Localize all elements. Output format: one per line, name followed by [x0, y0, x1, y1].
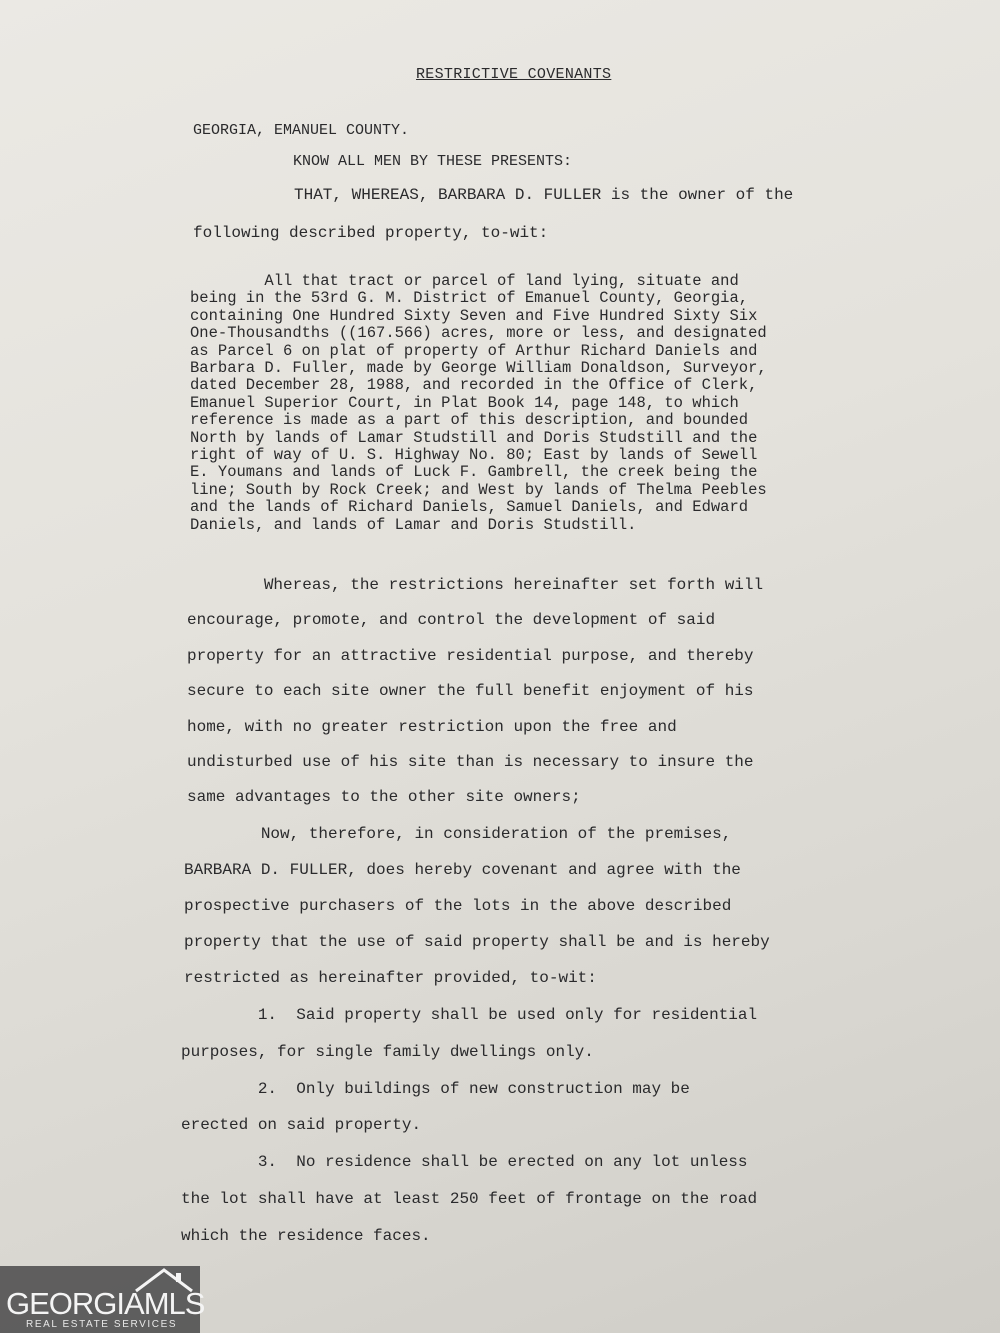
now-therefore-paragraph: Now, therefore, in consideration of the premises, BARBARA D. FULLER, does hereby covenant and agree with the prospective purchasers of the lots in the above described property that the use of said property shall be and is hereby restricted as hereinafter provided, to-wit: [184, 825, 770, 987]
legal-description: All that tract or parcel of land lying, situate and being in the 53rd G. M. District of Emanuel County, Georgia, containing One Hundred Sixty Seven and Five Hundred Sixty Six One-Thousandths ((167.566) acres, more or less, and designated as Parcel 6 on plat of property of Arthur Richard Daniels and Barbara D. Fuller, made by George William Donaldson, Surveyor, dated December 28, 1988, and recorded in the Office of Clerk, Emanuel Superior Court, in Plat Book 14, page 148, to which reference is made as a part of this description, and bounded North by lands of Lamar Studstill and Doris Studstill and the right of way of U. S. Highway No. 80; East by lands of Sewell E. Youmans and lands of Luck F. Gambrell, the creek being the line; South by Rock Creek; and West by lands of Thelma Peebles and the lands of Richard Daniels, Samuel Daniels, and Edward Daniels, and lands of Lamar and Doris Studstill. [190, 272, 767, 534]
restriction-items: 1. Said property shall be used only for residential purposes, for single family dwellings only. 2. Only buildings of new construction may be erected on said property. 3. No residence shall be erected on any lot unless the lot shall have at least 250 feet of frontage on the road which the residence faces. [181, 1006, 758, 1245]
know-all-men-line: KNOW ALL MEN BY THESE PRESENTS: [293, 153, 573, 170]
county-line: GEORGIA, EMANUEL COUNTY. [193, 122, 410, 139]
document-title: RESTRICTIVE COVENANTS [416, 66, 612, 83]
following-line: following described property, to-wit: [193, 224, 549, 242]
watermark-tagline: REAL ESTATE SERVICES [26, 1319, 178, 1330]
owner-statement-line: THAT, WHEREAS, BARBARA D. FULLER is the owner of the [294, 186, 794, 204]
georgiamls-watermark [0, 1266, 205, 1333]
watermark-brand: GEORGIAMLS [6, 1286, 205, 1321]
whereas-paragraph: Whereas, the restrictions hereinafter set forth will encourage, promote, and control the development of said property for an attractive residential purpose, and thereby secure to each site owner the full benefit enjoyment of his home, with no greater restriction upon the free and undisturbed use of his site than is necessary to insure the same advantages to the other site owners; [187, 576, 764, 807]
